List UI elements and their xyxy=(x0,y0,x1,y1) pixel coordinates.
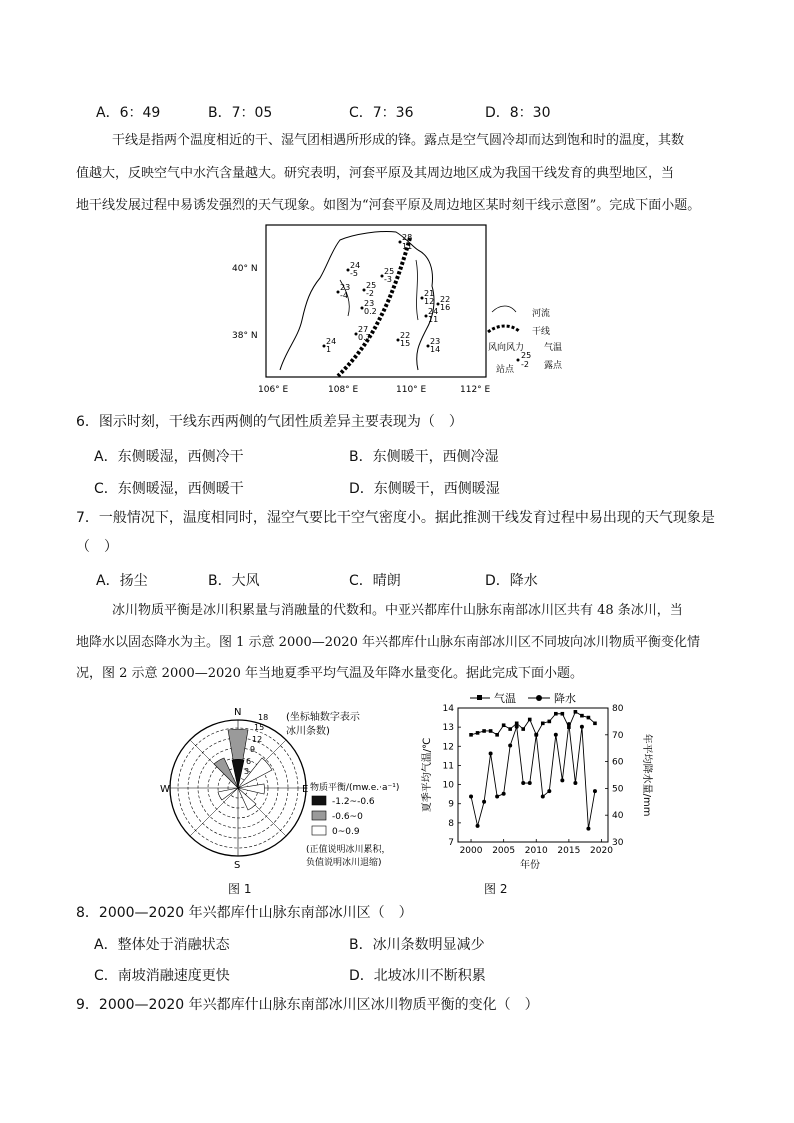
q8-option-a[interactable]: A．整体处于消融状态 xyxy=(94,937,230,953)
x-tick-label: 2010 xyxy=(524,846,548,856)
precipitation-point xyxy=(593,789,597,793)
temperature-point xyxy=(476,731,480,735)
station-temp: 23 xyxy=(340,283,351,292)
precipitation-point xyxy=(521,781,525,785)
station-dew: 1 xyxy=(326,345,332,354)
fig1-rose-diagram xyxy=(160,700,420,875)
temperature-point xyxy=(593,722,597,726)
rose-tick: 15 xyxy=(254,723,265,732)
precipitation-point xyxy=(508,744,512,748)
precipitation-point xyxy=(528,781,532,785)
temperature-point xyxy=(561,712,565,716)
xlabel: 年份 xyxy=(520,860,540,871)
q7-option-a[interactable]: A．扬尘 xyxy=(96,573,148,589)
q8-option-c[interactable]: C．南坡消融速度更快 xyxy=(94,968,230,984)
legend-dryline-symbol xyxy=(488,326,520,332)
intro2-line1: 冰川物质平衡是冰川积累量与消融量的代数和。中亚兴都库什山脉东南部冰川区共有 48 条冰川，当 xyxy=(112,603,683,618)
legend-item: -1.2~-0.6 xyxy=(332,797,375,807)
x-tick-label: 2020 xyxy=(590,846,613,856)
fig1-bottom-note: (正值说明冰川累积， xyxy=(306,845,391,855)
lon-label: 106° E xyxy=(258,385,289,395)
precipitation-point xyxy=(489,752,493,756)
precipitation-point xyxy=(482,800,486,804)
legend-temp-label: 气温 xyxy=(494,692,516,705)
x-tick-label: 2005 xyxy=(492,846,516,856)
dryline-map xyxy=(220,220,580,400)
lat-label: 38° N xyxy=(232,331,258,341)
q9-stem: 9．2000—2020 年兴都库什山脉东南部冰川区冰川物质平衡的变化（ ） xyxy=(76,997,539,1013)
q8-option-d[interactable]: D．北坡冰川不断积累 xyxy=(349,968,486,984)
legend-station-point xyxy=(517,359,520,362)
station-dew: 14 xyxy=(430,345,441,354)
rose-tick: 6 xyxy=(246,757,252,766)
intro2-line3: 况，图 2 示意 2000—2020 年当地夏季平均气温及年降水量变化。据此完成下面小题。 xyxy=(76,666,583,681)
precipitation-point xyxy=(560,778,564,782)
q6-option-c[interactable]: C．东侧暖湿，西侧暖干 xyxy=(94,481,244,497)
lat-label: 40° N xyxy=(232,264,258,274)
y-tick-label: 11 xyxy=(442,761,454,772)
station-temp: 25 xyxy=(366,281,377,290)
direction-w: W xyxy=(160,784,170,795)
legend-station-label: 站点 xyxy=(496,365,515,375)
legend-swatch-dark xyxy=(312,796,326,805)
precipitation-point xyxy=(502,792,506,796)
temperature-point xyxy=(574,710,578,714)
ylabel-right: 年平均降水量/mm xyxy=(641,733,652,817)
fig1-caption: 图 1 xyxy=(228,882,252,896)
q5-option-b[interactable]: B．7：05 xyxy=(208,105,273,121)
y2-tick-label: 40 xyxy=(612,811,624,822)
temperature-point xyxy=(508,727,512,731)
precipitation-line xyxy=(471,724,595,829)
station-dew: -3 xyxy=(384,275,392,284)
station-temp: 27 xyxy=(358,325,369,334)
precipitation-point xyxy=(554,733,558,737)
q7-stem: 7．一般情况下，温度相同时，湿空气要比干空气密度小。据此推测干线发育过程中易出现的天气现象是 xyxy=(76,510,715,526)
q6-option-d[interactable]: D．东侧暖干，西侧暖湿 xyxy=(349,481,500,497)
station-dew: 0.2 xyxy=(364,307,377,316)
intro2-line2: 地降水以固态降水为主。图 1 示意 2000—2020 年兴都库什山脉东南部冰川区不同坡向冰川物质平衡变化情 xyxy=(76,635,700,650)
y-tick-label: 12 xyxy=(442,742,454,753)
legend-temp-value: 25 xyxy=(521,351,532,360)
q5-option-d[interactable]: D．8：30 xyxy=(485,105,551,121)
ylabel-left: 夏季平均气温/℃ xyxy=(422,737,433,813)
station-temp: 23 xyxy=(430,337,441,346)
station-dew: 16 xyxy=(440,303,451,312)
station-dew: 12 xyxy=(424,297,435,306)
q6-option-a[interactable]: A．东侧暖湿，西侧冷干 xyxy=(94,449,244,465)
precipitation-point xyxy=(586,827,590,831)
fig1-bottom-note: 负值说明冰川退缩) xyxy=(306,858,382,868)
y2-tick-label: 80 xyxy=(612,704,624,714)
station-temp: 25 xyxy=(384,267,395,276)
x-tick-label: 2015 xyxy=(557,846,581,856)
temperature-point xyxy=(495,733,499,737)
precipitation-point xyxy=(534,733,538,737)
station-dew: 11 xyxy=(402,242,413,251)
temperature-point xyxy=(469,733,473,737)
temperature-point xyxy=(548,720,552,724)
legend-item: -0.6~0 xyxy=(332,812,363,822)
q7-option-c[interactable]: C．晴朗 xyxy=(349,573,401,589)
y-tick-label: 8 xyxy=(448,818,454,829)
station-temp: 28 xyxy=(402,233,413,242)
q5-option-a[interactable]: A．6：49 xyxy=(96,105,161,121)
precipitation-point xyxy=(541,794,545,798)
precipitation-point xyxy=(547,789,551,793)
precipitation-point xyxy=(515,725,519,729)
precipitation-point xyxy=(567,722,571,726)
direction-n: N xyxy=(234,707,242,718)
q8-option-b[interactable]: B．冰川条数明显减少 xyxy=(349,937,485,953)
temperature-point xyxy=(482,729,486,733)
rose-tick: 18 xyxy=(258,713,269,722)
plot-area xyxy=(443,704,624,856)
direction-e: E xyxy=(302,784,309,795)
station-dew: -4 xyxy=(340,291,348,300)
y2-tick-label: 50 xyxy=(612,784,624,795)
precipitation-point xyxy=(495,794,499,798)
intro1-line2: 值越大，反映空气中水汽含量越大。研究表明，河套平原及其周边地区成为我国干线发育的典型地区，当 xyxy=(76,166,675,181)
precipitation-point xyxy=(573,781,577,785)
temperature-point xyxy=(587,716,591,720)
q5-option-c[interactable]: C．7：36 xyxy=(349,105,414,121)
station-temp: 22 xyxy=(440,295,451,304)
temperature-point xyxy=(580,714,584,718)
q7-option-d[interactable]: D．降水 xyxy=(485,573,538,589)
rose-tick: 12 xyxy=(252,735,263,744)
x-tick-label: 2000 xyxy=(459,846,483,856)
precipitation-point xyxy=(469,794,473,798)
precipitation-point xyxy=(580,725,584,729)
legend-item: 0~0.9 xyxy=(332,827,360,837)
q8-stem: 8．2000—2020 年兴都库什山脉东南部冰川区（ ） xyxy=(76,905,413,921)
lon-label: 108° E xyxy=(328,385,359,395)
y2-tick-label: 60 xyxy=(612,757,624,768)
fig1-note: 冰川条数) xyxy=(286,726,330,737)
y-tick-label: 10 xyxy=(442,780,454,791)
station-dew: 15 xyxy=(400,339,411,348)
fig2-legend xyxy=(470,691,576,705)
q6-option-b[interactable]: B．东侧暖干，西侧冷湿 xyxy=(349,449,499,465)
lon-label: 110° E xyxy=(396,385,427,395)
station-dew: 0.7 xyxy=(358,333,371,342)
legend-temp-label: 气温 xyxy=(544,343,563,353)
station-temp: 24 xyxy=(326,337,337,346)
temperature-point xyxy=(521,727,525,731)
legend-dew-label: 露点 xyxy=(544,361,563,371)
fig1-note: (坐标轴数字表示 xyxy=(286,712,360,723)
station-temp: 23 xyxy=(364,299,375,308)
station-dew: -5 xyxy=(350,269,358,278)
legend-river-label: 河流 xyxy=(532,309,551,319)
y-tick-label: 7 xyxy=(448,838,454,848)
station-temp: 22 xyxy=(400,331,411,340)
station-temp: 24 xyxy=(350,261,361,270)
y-tick-label: 13 xyxy=(442,723,454,734)
rose-tick: 3 xyxy=(244,767,250,776)
q7-stem-cont: （ ） xyxy=(76,539,118,555)
legend-precip-label: 降水 xyxy=(554,692,576,705)
map-legend xyxy=(488,306,563,375)
legend-dryline-label: 干线 xyxy=(532,327,551,337)
intro1-line3: 地干线发展过程中易诱发强烈的天气现象。如图为“河套平原及周边地区某时刻干线示意图”。完成下面小题。 xyxy=(76,198,701,213)
direction-s: S xyxy=(234,860,241,871)
legend-swatch-white xyxy=(312,826,326,835)
rose-tick: 9 xyxy=(250,745,256,754)
y-tick-label: 9 xyxy=(448,799,454,810)
station-temp: 21 xyxy=(424,289,435,298)
temperature-point xyxy=(515,722,519,726)
fig2-line-chart xyxy=(418,688,658,880)
temperature-point xyxy=(554,712,558,716)
fig2-caption: 图 2 xyxy=(484,882,508,896)
legend-dew-value: -2 xyxy=(521,360,529,369)
y2-tick-label: 30 xyxy=(612,838,624,848)
legend-swatch-grey xyxy=(312,811,326,820)
station-dew: -2 xyxy=(366,289,374,298)
temperature-point xyxy=(489,729,493,733)
intro1-line1: 干线是指两个温度相近的干、湿气团相遇所形成的锋。露点是空气圆冷却而达到饱和时的温度，其数 xyxy=(112,133,685,148)
y-tick-label: 14 xyxy=(442,704,454,714)
q7-option-b[interactable]: B．大风 xyxy=(208,573,260,589)
temperature-point xyxy=(502,723,506,727)
lon-label: 112° E xyxy=(460,385,491,395)
precipitation-point xyxy=(476,824,480,828)
y2-tick-label: 70 xyxy=(612,730,624,741)
temperature-point xyxy=(541,722,545,726)
q6-stem: 6．图示时刻，干线东西两侧的气团性质差异主要表现为（ ） xyxy=(76,414,463,430)
station-dew: 11 xyxy=(428,315,439,324)
temperature-point xyxy=(528,718,532,722)
legend-wind-label: 风向风力 xyxy=(488,343,525,353)
legend-river-symbol xyxy=(492,306,516,312)
station-temp: 24 xyxy=(428,307,439,316)
fig1-legend-title: 物质平衡/(mw.e.·a⁻¹) xyxy=(310,783,400,793)
